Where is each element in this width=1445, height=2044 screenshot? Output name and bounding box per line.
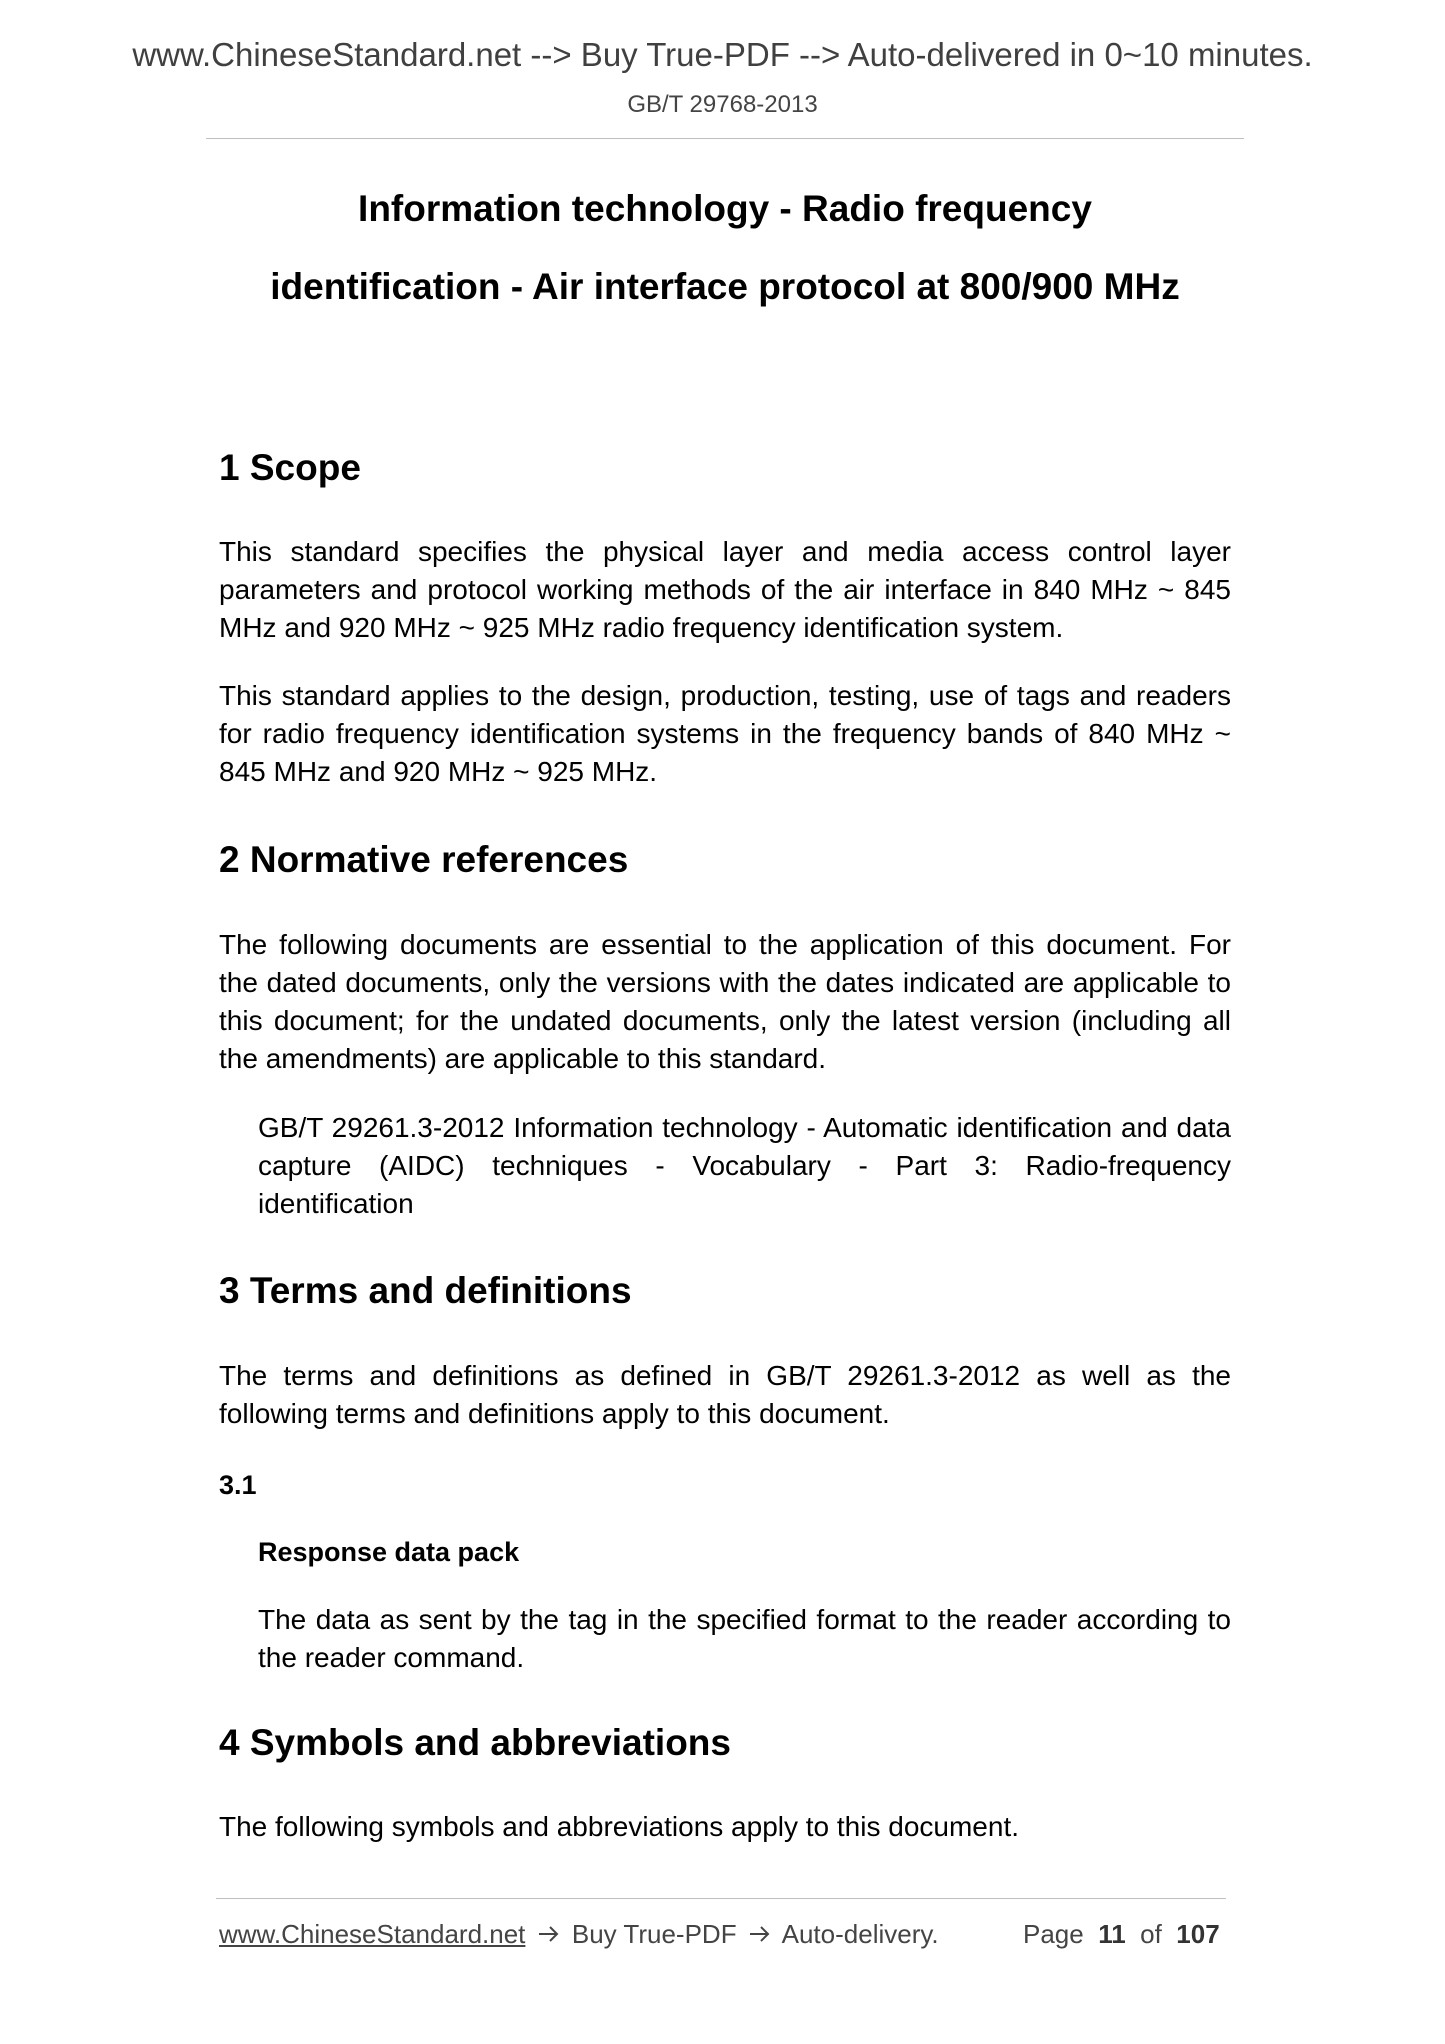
document-title-line-1: Information technology - Radio frequency <box>358 188 1092 229</box>
document-title-line-2: identification - Air interface protocol at 800/900 MHz <box>270 266 1180 307</box>
page-label: Page <box>1023 1919 1084 1949</box>
document-number: GB/T 29768-2013 <box>627 91 818 118</box>
footer-promo <box>219 1919 939 1950</box>
section-heading-scope: 1 Scope <box>219 447 361 488</box>
term-name: Response data pack <box>258 1537 520 1567</box>
page-current: 11 <box>1098 1919 1126 1949</box>
normative-reference-item: GB/T 29261.3-2012 Information technology - Automatic identification and data capture (AIDC) techniques - Vocabulary - Part 3: Radio-frequency identification <box>258 1112 1231 1219</box>
scope-paragraph-2: This standard applies to the design, production, testing, use of tags and readers for radio frequency identification systems in the frequency bands of 840 MHz ~ 845 MHz and 920 MHz ~ 925 MHz. <box>219 680 1231 787</box>
term-definition: The data as sent by the tag in the specified format to the reader according to the reader command. <box>258 1604 1231 1673</box>
normative-paragraph: The following documents are essential to the application of this document. For the dated documents, only the versions with the dates indicated are applicable to this document; for the undated documents, only the latest version (including all the amendments) are applicable to this standard. <box>219 929 1231 1074</box>
page-total: 107 <box>1176 1919 1220 1949</box>
footer-divider <box>216 1898 1226 1899</box>
right-arrow-icon <box>538 1919 560 1950</box>
page-indicator <box>1023 1919 1220 1950</box>
top-banner: www.ChineseStandard.net --> Buy True-PDF --> Auto-delivered in 0~10 minutes. <box>132 36 1313 73</box>
symbols-paragraph: The following symbols and abbreviations apply to this document. <box>219 1811 1019 1842</box>
page-of: of <box>1140 1919 1162 1949</box>
section-heading-terms: 3 Terms and definitions <box>219 1270 632 1311</box>
section-heading-normative-references: 2 Normative references <box>219 839 629 880</box>
terms-paragraph: The terms and definitions as defined in GB/T 29261.3-2012 as well as the following terms and definitions apply to this document. <box>219 1360 1231 1429</box>
header-divider <box>206 138 1244 139</box>
section-heading-symbols: 4 Symbols and abbreviations <box>219 1722 731 1763</box>
footer-delivery-text: Auto-delivery. <box>781 1919 939 1949</box>
footer-buy-text: Buy True-PDF <box>571 1919 737 1949</box>
footer-site-link[interactable]: www.ChineseStandard.net <box>219 1919 526 1949</box>
right-arrow-icon <box>749 1919 771 1950</box>
clause-number: 3.1 <box>219 1470 257 1500</box>
scope-paragraph-1: This standard specifies the physical layer and media access control layer parameters and protocol working methods of the air interface in 840 MHz ~ 845 MHz and 920 MHz ~ 925 MHz radio frequency identification system. <box>219 536 1231 643</box>
